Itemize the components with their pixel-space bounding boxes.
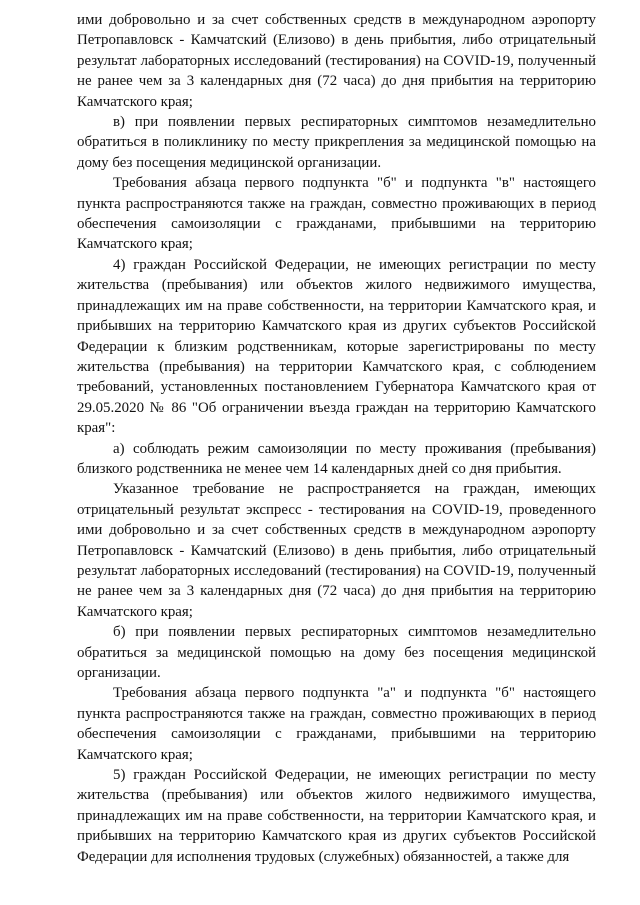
paragraph-item-b: б) при появлении первых респираторных симптомов незамедлительно обратиться за медицинской помощью на дому без посещения медицинской организации. [77,624,596,681]
paragraph-item-v: в) при появлении первых респираторных симптомов незамедлительно обратиться в поликлинику по месту прикрепления за медицинской помощью на дому без посещения медицинской организации. [77,114,596,171]
paragraph-item-4: 4) граждан Российской Федерации, не имеющих регистрации по месту жительства (пребывания) или объектов жилого недвижимого имущества, принадлежащих им на праве собственности, на территории Камчатского края, и прибывших на территорию Камчатского края из других субъектов Российской Федерации к близким родственникам, которые зарегистрированы по месту жительства (пребывания) на территории Камчатского края, с соблюдением требований, установленных постановлением Губернатора Камчатского края от 29.05.2020 № 86 "Об ограничении въезда граждан на территорию Камчатского края": [77,256,596,437]
paragraph-item-a: а) соблюдать режим самоизоляции по месту проживания (пребывания) близкого родственника не менее чем 14 календарных дней со дня прибытия. [77,440,596,477]
document-page [77,10,596,867]
paragraph-exception: Указанное требование не распространяется на граждан, имеющих отрицательный результат экспресс - тестирования на COVID-19, проведенного ими добровольно и за счет собственных средств в международном аэропорту Петропавловск - Камчатский (Елизово) в день прибытия, либо отрицательный результат лабораторных исследований (тестирования) на COVID-19, полученный не ранее чем за 3 календарных дня (72 часа) до дня прибытия на территорию Камчатского края; [77,481,596,620]
paragraph-requirements-a-b: Требования абзаца первого подпункта "а" и подпункта "б" настоящего пункта распространяются также на граждан, совместно проживающих в период обеспечения самоизоляции с гражданами, прибывшими на территорию Камчатского края; [77,685,596,763]
paragraph-item-5: 5) граждан Российской Федерации, не имеющих регистрации по месту жительства (пребывания) или объектов жилого недвижимого имущества, принадлежащих им на праве собственности, на территории Камчатского края, и прибывших на территорию Камчатского края из других субъектов Российской Федерации для исполнения трудовых (служебных) обязанностей, а также для [77,767,596,865]
paragraph-requirements-b-v: Требования абзаца первого подпункта "б" и подпункта "в" настоящего пункта распространяются также на граждан, совместно проживающих в период обеспечения самоизоляции с гражданами, прибывшими на территорию Камчатского края; [77,175,596,253]
paragraph-continuation: ими добровольно и за счет собственных средств в международном аэропорту Петропавловск - Камчатский (Елизово) в день прибытия, либо отрицательный результат лабораторных исследований (тестирования) на COVID-19, полученный не ранее чем за 3 календарных дня (72 часа) до дня прибытия на территорию Камчатского края; [77,12,596,110]
